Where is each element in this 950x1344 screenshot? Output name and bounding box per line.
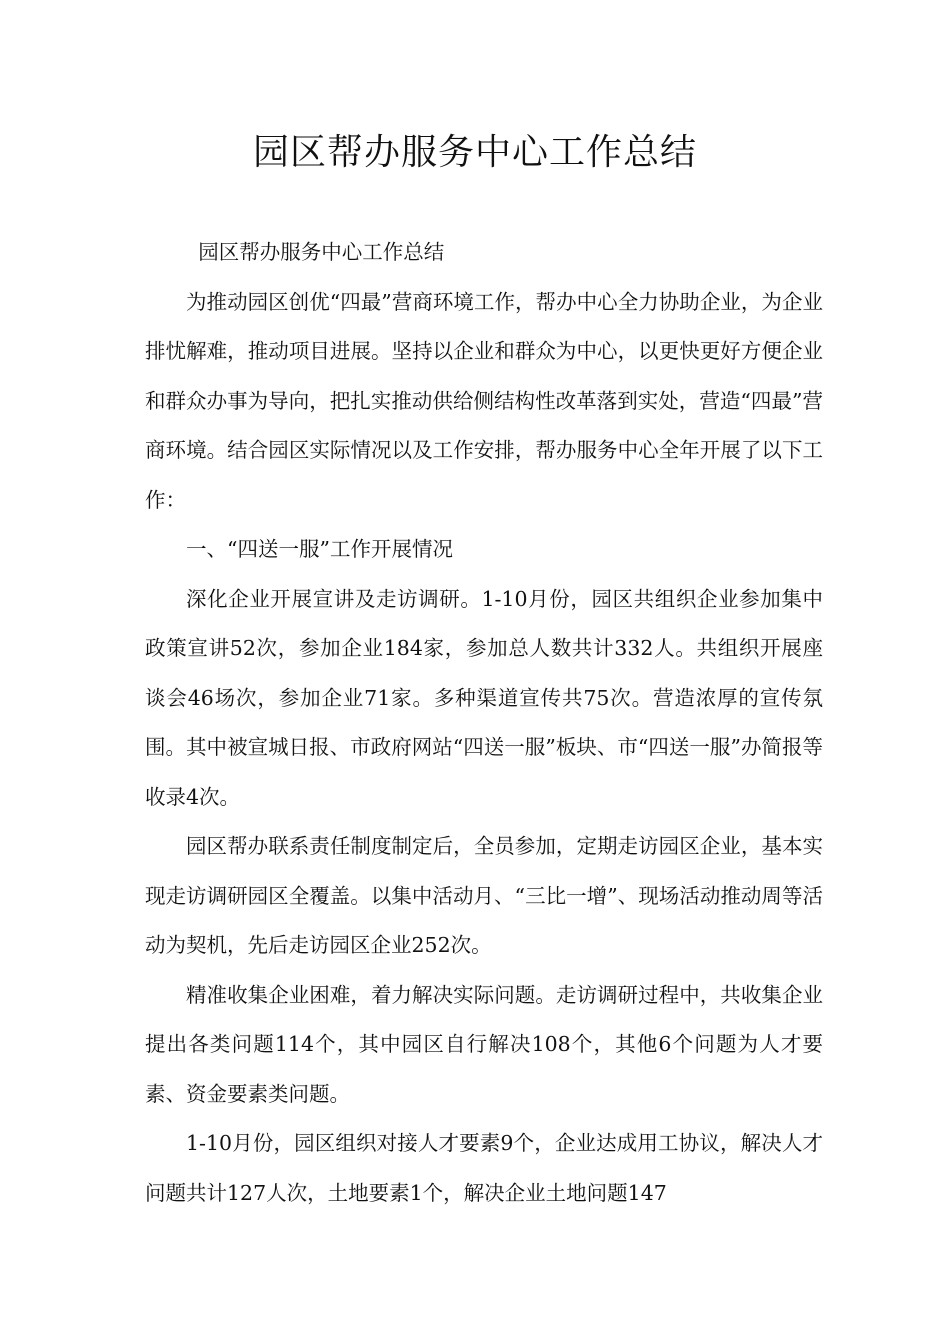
body-paragraph: 1-10月份，园区组织对接人才要素9个，企业达成用工协议，解决人才问题共计127人次，土地要素1个，解决企业土地问题147 (145, 1131, 823, 1205)
section-heading: 一、“四送一服”工作开展情况 (186, 537, 453, 561)
subtitle-paragraph: 园区帮办服务中心工作总结 (198, 240, 445, 264)
page-title: 园区帮办服务中心工作总结 (252, 132, 697, 173)
intro-paragraph: 为推动园区创优“四最”营商环境工作，帮办中心全力协助企业，为企业排忧解难，推动项目进展。坚持以企业和群众为中心，以更快更好方便企业和群众办事为导向，把扎实推动供给侧结构性改革落到实处，营造“四最”营商环境。结合园区实际情况以及工作安排，帮办服务中心全年开展了以下工作： (145, 289, 823, 512)
body-paragraph: 园区帮办联系责任制度制定后，全员参加，定期走访园区企业，基本实现走访调研园区全覆盖。以集中活动月、“三比一增”、现场活动推动周等活动为契机，先后走访园区企业252次。 (145, 834, 823, 957)
document-body (145, 228, 823, 1218)
body-paragraph: 精准收集企业困难，着力解决实际问题。走访调研过程中，共收集企业提出各类问题114个，其中园区自行解决108个，其他6个问题为人才要素、资金要素类问题。 (145, 982, 823, 1106)
body-paragraph: 深化企业开展宣讲及走访调研。1-10月份，园区共组织企业参加集中政策宣讲52次，参加企业184家，参加总人数共计332人。共组织开展座谈会46场次，参加企业71家。多种渠道宣传共75次。营造浓厚的宣传氛围。其中被宣城日报、市政府网站“四送一服”板块、市“四送一服”办简报等收录4次。 (145, 586, 823, 809)
